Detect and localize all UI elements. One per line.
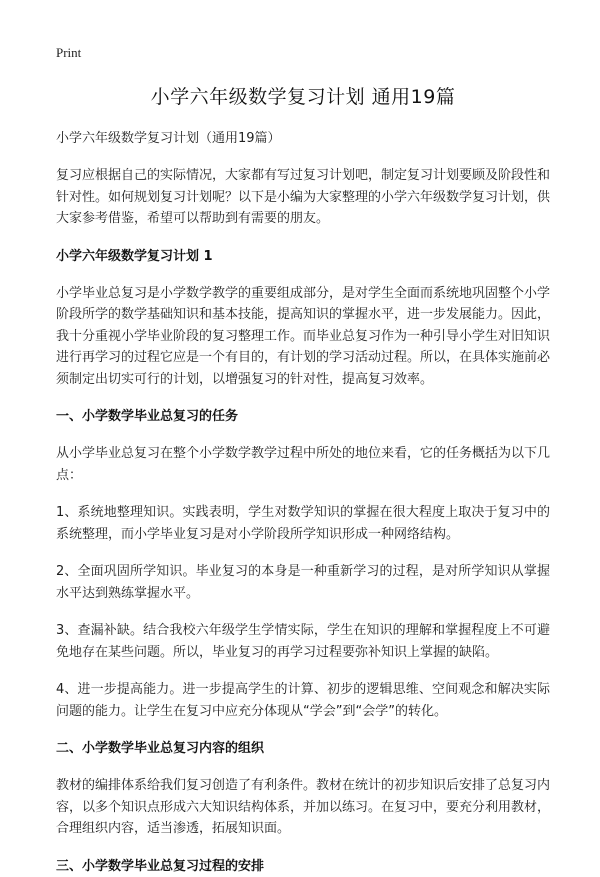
task-1-paragraph: 1、系统地整理知识。实践表明，学生对数学知识的掌握在很大程度上取决于复习中的系统整理，而小学毕业复习是对小学阶段所学知识形成一种网络结构。 [56,505,550,542]
section-2-paragraph: 教材的编排体系给我们复习创造了有利条件。教材在统计的初步知识后安排了总复习内容，以多个知识点形成六大知识结构体系，并加以练习。在复习中，要充分利用教材，合理组织内容，适当渗透，拓展知识面。 [56,778,551,836]
plan-1-heading: 小学六年级数学复习计划 1 [56,248,213,264]
plan-1-paragraph: 小学毕业总复习是小学数学教学的重要组成部分，是对学生全面而系统地巩固整个小学阶段所学的数学基础知识和基本技能，提高知识的掌握水平，进一步发展能力。因此，我十分重视小学毕业阶段的复习整理工作。而毕业总复习作为一种引导小学生对旧知识进行再学习的过程它应是一个有目的，有计划的学习活动过程。所以，在具体实施前必须制定出切实可行的计划，以增强复习的针对性，提高复习效率。 [56,285,551,387]
section-1-heading: 一、小学数学毕业总复习的任务 [56,409,239,424]
task-2-paragraph: 2、全面巩固所学知识。毕业复习的本身是一种重新学习的过程，是对所学知识从掌握水平达到熟练掌握水平。 [56,564,550,601]
page-title: 小学六年级数学复习计划 通用19篇 [150,86,456,108]
document-content [56,82,550,877]
task-3-paragraph: 3、查漏补缺。结合我校六年级学生学情实际，学生在知识的理解和掌握程度上不可避免地存在某些问题。所以，毕业复习的再学习过程要弥补知识上掌握的缺陷。 [56,623,550,660]
task-4-paragraph: 4、进一步提高能力。进一步提高学生的计算、初步的逻辑思维、空间观念和解决实际问题的能力。让学生在复习中应充分体现从“学会”到“会学”的转化。 [56,682,550,719]
section-2-heading: 二、小学数学毕业总复习内容的组织 [56,741,265,756]
section-1-intro: 从小学毕业总复习在整个小学数学教学过程中所处的地位来看，它的任务概括为以下几点： [56,446,551,483]
print-link[interactable]: Print [56,45,82,60]
intro-paragraph: 复习应根据自己的实际情况，大家都有写过复习计划吧，制定复习计划要顾及阶段性和针对性。如何规划复习计划呢？以下是小编为大家整理的小学六年级数学复习计划，供大家参考借鉴，希望可以帮助到有需要的朋友。 [56,168,551,226]
section-3-heading: 三、小学数学毕业总复习过程的安排 [56,858,265,874]
document-subtitle: 小学六年级数学复习计划（通用19篇） [56,131,281,146]
